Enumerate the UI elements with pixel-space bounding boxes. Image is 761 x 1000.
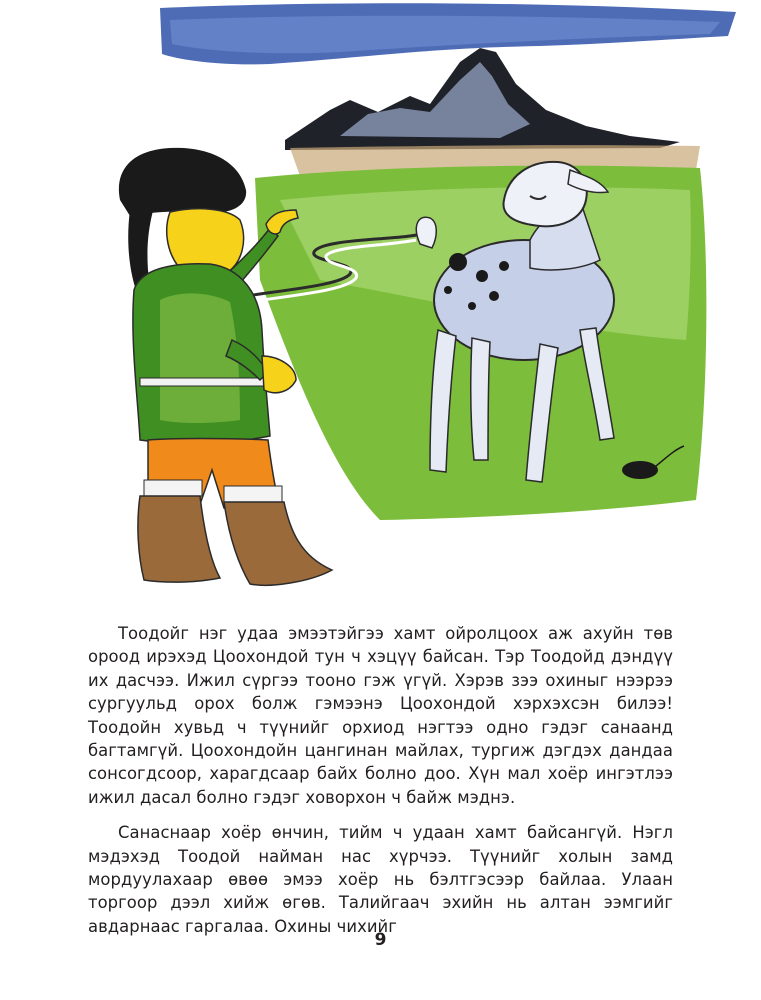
- lamb-spot: [489, 291, 499, 301]
- story-paragraph-2: Санаснаар хоёр өнчин, тийм ч удаан хамт байсангүй. Нэгл мэдэхэд Тоодой найман нас хүрчээ. Түүнийг холын замд мордуулахаар өвөө эмээ хоёр нь бэлтгэсээр байлаа. Улаан торгоор дээл хийж өгөв. Талийгаач эхийн нь алтан ээмгийг авдарнаас гаргалаа. Охины чихийг: [88, 823, 673, 936]
- beetle: [622, 461, 658, 479]
- boy-boot: [224, 502, 332, 585]
- lamb-tail: [416, 217, 436, 248]
- story-text: [88, 622, 673, 938]
- boy-hand: [262, 356, 296, 393]
- boy-boot-cuff: [224, 486, 282, 502]
- boy-cap: [119, 148, 246, 216]
- lamb-spot: [444, 286, 452, 294]
- lamb-spot: [449, 253, 467, 271]
- boy-boot: [138, 496, 220, 582]
- boy-shirt-highlight: [160, 293, 240, 423]
- story-illustration: [100, 0, 740, 600]
- story-paragraph-1: Тоодойг нэг удаа эмээтэйгээ хамт ойролцоох аж ахуйн төв ороод ирэхэд Цоохондой тун ч хэцүү байсан. Тэр Тоодойд дэндүү их дасчээ. Ижил сүргээ тооно гэж үгүй. Хэрэв зээ охиныг нээрээ сургуульд орох болж гэмээнэ Цоохондой хэрхэхсэн билээ! Тоодойн хувьд ч түүнийг орхиод нэгтээ одно гэдэг санаанд багтамгүй. Цоохондойн цангинан майлах, тургиж дэгдэх дандаа сонсогдсоор, харагдсаар байх болно доо. Хүн мал хоёр ингэтлээ ижил дасал болно гэдэг ховорхон ч байж мэднэ.: [88, 624, 673, 807]
- lamb-spot: [476, 270, 488, 282]
- lamb-leg: [471, 338, 490, 460]
- boy-belt: [140, 378, 264, 386]
- boy-boot-cuff: [144, 480, 202, 496]
- lamb-spot: [499, 261, 509, 271]
- page-number: 9: [374, 930, 387, 950]
- lamb-spot: [468, 302, 476, 310]
